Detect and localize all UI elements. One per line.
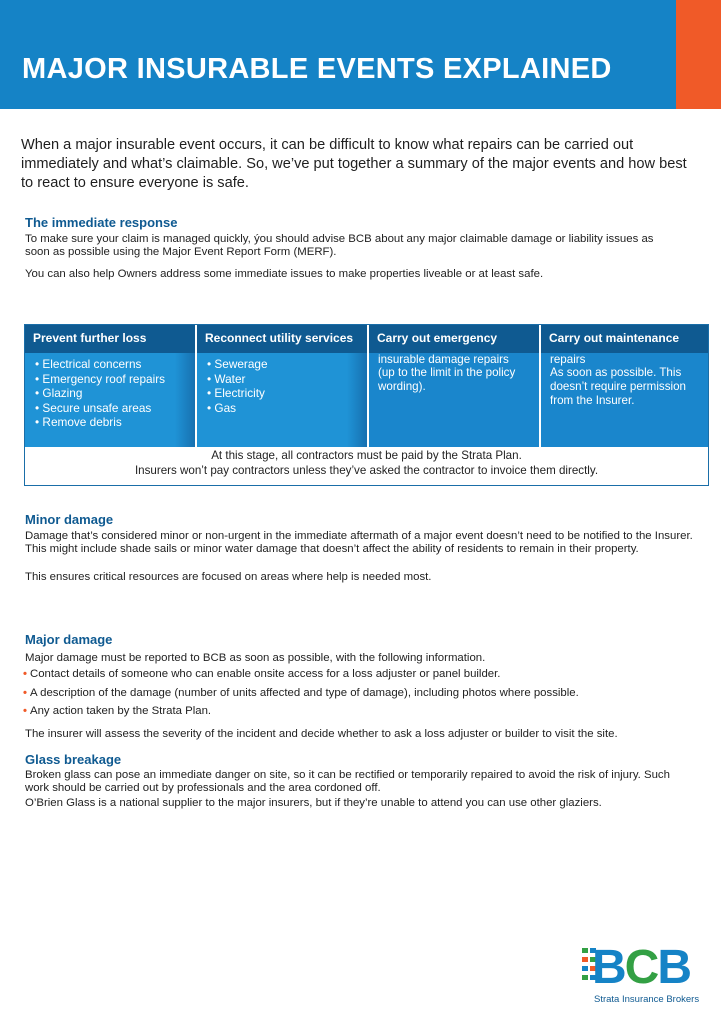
header-accent-bar [676,0,721,109]
page-title: MAJOR INSURABLE EVENTS EXPLAINED [22,53,612,85]
list-item: • Remove debris [35,415,195,430]
list-item-text: A description of the damage (number of units affected and type of damage), including photos where possible. [30,686,579,699]
bcb-logo [572,940,712,1010]
list-item: • Electrical concerns [35,357,195,372]
list-item [23,705,579,718]
major-damage-list [23,668,579,724]
step-description: (up to the limit in the policy wording). [378,366,516,393]
contractor-payment-note [25,449,708,478]
minor-damage-text: Damage that’s considered minor or non-urgent in the immediate aftermath of a major event doesn’t need to be notified to the Insurer. This might include shade sails or minor water damage that doesn’t affect the ability of residents to remain in their property. [25,530,693,555]
minor-damage-note: This ensures critical resources are focused on areas where help is needed most. [25,571,432,583]
step-title: Carry out emergency [369,325,539,353]
immediate-response-heading: The immediate response [25,215,178,230]
major-damage-intro: Major damage must be reported to BCB as soon as possible, with the following information. [25,652,486,664]
bullet-icon: • [23,686,27,699]
immediate-steps-table [24,324,709,486]
glass-breakage-heading: Glass breakage [25,752,122,767]
list-item-text: Contact details of someone who can enable onsite access for a loss adjuster or panel builder. [30,668,501,680]
list-item: • Water [207,372,367,387]
list-item: • Electricity [207,386,367,401]
step-title: Reconnect utility services [197,325,367,353]
bullet-icon: • [23,705,27,717]
logo-letter: B [657,941,691,994]
logo-letter: C [624,941,658,994]
list-item: • Emergency roof repairs [35,372,195,387]
step-title: Prevent further loss [25,325,195,353]
logo-tagline: Strata Insurance Brokers [594,994,700,1005]
bullet-icon: • [23,668,27,680]
list-item [23,687,579,700]
column-shade [175,353,195,447]
note-line-1: At this stage, all contractors must be paid by the Strata Plan. [211,449,522,462]
logo-wordmark [592,940,690,996]
major-damage-closing: The insurer will assess the severity of the incident and decide whether to ask a loss adjuster or builder to visit the site. [25,728,618,740]
minor-damage-heading: Minor damage [25,512,114,527]
immediate-response-owners-text: You can also help Owners address some immediate issues to make properties liveable or at least safe. [25,268,544,280]
step-title-continued: insurable damage repairs [378,353,509,366]
major-damage-heading: Major damage [25,632,113,647]
list-item [23,668,579,681]
step-column-prevent-loss [25,325,195,447]
glass-breakage-supplier: O’Brien Glass is a national supplier to the major insurers, but if they’re unable to attend you can use other glaziers. [25,797,602,809]
step-column-maintenance-repairs [541,325,708,447]
step-column-emergency-repairs [369,325,539,447]
list-item: • Glazing [35,386,195,401]
step-list [25,353,195,430]
step-title-continued: repairs [550,353,586,366]
immediate-response-text: To make sure your claim is managed quickly, ýou should advise BCB about any major claimable damage or liability issues as soon as possible using the Major Event Report Form (MERF). [25,233,654,258]
step-title: Carry out maintenance [541,325,708,353]
note-line-2: Insurers won’t pay contractors unless they’ve asked the contractor to invoice them directly. [134,463,599,477]
list-item: • Secure unsafe areas [35,401,195,416]
list-item-text: Any action taken by the Strata Plan. [30,705,212,717]
column-shade [347,353,367,447]
list-item: • Gas [207,401,367,416]
logo-letter: B [592,941,625,994]
glass-breakage-text: Broken glass can pose an immediate danger on site, so it can be rectified or temporarily repaired to avoid the risk of injury. Such work should be carried out by professionals and the area cordoned off. [25,769,670,794]
step-column-reconnect-utilities [197,325,367,447]
list-item: • Sewerage [207,357,367,372]
intro-paragraph: When a major insurable event occurs, it can be difficult to know what repairs can be carried out immediately and what’s claimable. So, we’ve put together a summary of the major events and how best to react to ensure everyone is safe. [21,137,687,191]
step-description: As soon as possible. This doesn’t require permission from the Insurer. [550,366,686,407]
step-list [197,353,367,415]
